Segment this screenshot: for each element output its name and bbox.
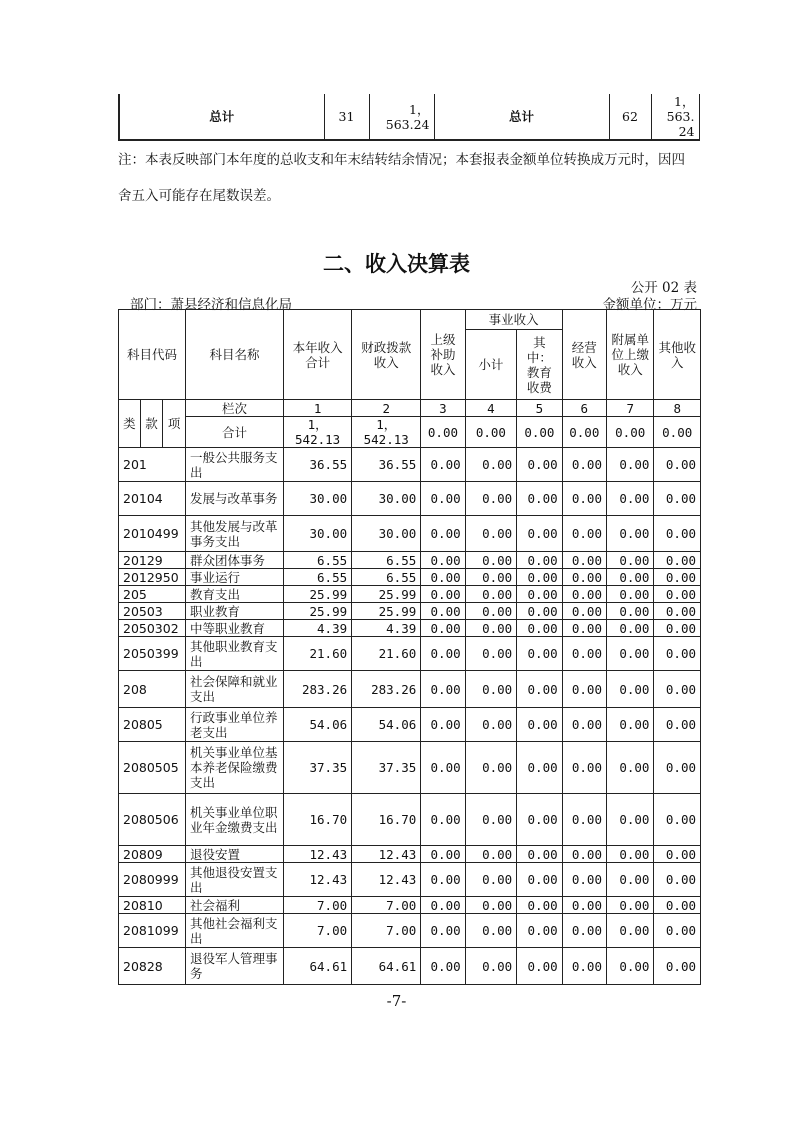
header-affiliated-income: 附属单位上缴收入: [606, 310, 653, 400]
table-row: [119, 482, 701, 516]
row-subject-code: 2080999: [119, 863, 186, 897]
row-value: 0.00: [465, 482, 517, 516]
row-value: 4.39: [352, 620, 421, 637]
row-value: 0.00: [606, 603, 653, 620]
row-subject-name: 社会保障和就业支出: [186, 671, 284, 708]
row-value: 0.00: [606, 552, 653, 569]
row-value: 0.00: [421, 586, 465, 603]
row-subject-name: 其他社会福利支出: [186, 914, 284, 948]
row-value: 0.00: [465, 914, 517, 948]
row-value: 0.00: [654, 637, 701, 671]
row-value: 0.00: [517, 569, 562, 586]
total-value: 0.00: [606, 417, 653, 448]
row-value: 21.60: [352, 637, 421, 671]
row-value: 0.00: [654, 794, 701, 846]
row-value: 283.26: [352, 671, 421, 708]
row-value: 0.00: [606, 569, 653, 586]
row-value: 0.00: [517, 671, 562, 708]
row-subject-name: 其他退役安置支出: [186, 863, 284, 897]
row-value: 21.60: [284, 637, 352, 671]
row-value: 16.70: [352, 794, 421, 846]
row-subject-code: 208: [119, 671, 186, 708]
row-value: 0.00: [606, 516, 653, 552]
row-value: 54.06: [352, 708, 421, 742]
row-subject-name: 机关事业单位职业年金缴费支出: [186, 794, 284, 846]
row-subject-name: 其他职业教育支出: [186, 637, 284, 671]
col-number: 1: [284, 400, 352, 417]
row-value: 0.00: [517, 516, 562, 552]
row-value: 0.00: [654, 569, 701, 586]
summary-total-row: [119, 94, 699, 140]
income-statement-table: [118, 309, 701, 985]
table-row: [119, 742, 701, 794]
row-value: 0.00: [606, 742, 653, 794]
total-value: 0.00: [421, 417, 465, 448]
table-row: [119, 708, 701, 742]
table-row: [119, 620, 701, 637]
row-value: 0.00: [654, 482, 701, 516]
row-subject-code: 20809: [119, 846, 186, 863]
row-value: 0.00: [421, 863, 465, 897]
row-value: 0.00: [654, 846, 701, 863]
header-row-1: [119, 310, 701, 330]
row-value: 25.99: [352, 603, 421, 620]
row-value: 30.00: [284, 516, 352, 552]
row-value: 0.00: [465, 794, 517, 846]
row-value: 0.00: [562, 569, 606, 586]
row-subject-code: 20828: [119, 948, 186, 985]
col-number: 7: [606, 400, 653, 417]
table-row: [119, 897, 701, 914]
row-value: 0.00: [654, 708, 701, 742]
amount-unit: 金额单位：万元: [602, 297, 697, 313]
row-value: 0.00: [465, 742, 517, 794]
row-value: 0.00: [517, 742, 562, 794]
table-row: [119, 948, 701, 985]
row-value: 36.55: [284, 448, 352, 482]
table-row: [119, 586, 701, 603]
row-subject-name: 群众团体事务: [186, 552, 284, 569]
table-row: [119, 448, 701, 482]
table-row: [119, 552, 701, 569]
row-value: 0.00: [465, 897, 517, 914]
col-number: 5: [517, 400, 562, 417]
row-subject-code: 2050399: [119, 637, 186, 671]
row-value: 0.00: [654, 742, 701, 794]
total-code-right: 62: [609, 94, 651, 140]
row-value: 4.39: [284, 620, 352, 637]
row-value: 0.00: [562, 620, 606, 637]
row-value: 0.00: [606, 708, 653, 742]
row-value: 0.00: [465, 620, 517, 637]
row-value: 0.00: [562, 586, 606, 603]
row-subject-code: 205: [119, 586, 186, 603]
row-subject-name: 中等职业教育: [186, 620, 284, 637]
row-value: 0.00: [654, 448, 701, 482]
row-value: 0.00: [654, 552, 701, 569]
header-row-col-order: [119, 400, 701, 417]
row-value: 0.00: [421, 620, 465, 637]
row-subject-name: 机关事业单位基本养老保险缴费支出: [186, 742, 284, 794]
row-subject-name: 职业教育: [186, 603, 284, 620]
row-value: 0.00: [465, 846, 517, 863]
row-value: 0.00: [421, 846, 465, 863]
total-row: [119, 417, 701, 448]
total-label-right: 总计: [434, 94, 609, 140]
row-value: 0.00: [562, 671, 606, 708]
row-value: 0.00: [465, 671, 517, 708]
row-value: 0.00: [562, 948, 606, 985]
row-value: 37.35: [352, 742, 421, 794]
row-value: 0.00: [517, 897, 562, 914]
total-value: 0.00: [654, 417, 701, 448]
header-lei: 类: [119, 400, 141, 448]
summary-table-tail: [118, 94, 700, 141]
total-code-left: 31: [324, 94, 369, 140]
row-value: 0.00: [421, 742, 465, 794]
table-row: [119, 637, 701, 671]
row-value: 6.55: [284, 569, 352, 586]
row-value: 0.00: [517, 603, 562, 620]
row-value: 0.00: [606, 948, 653, 985]
page-title: 二、收入决算表: [323, 252, 470, 276]
header-operating-income: 经营收入: [562, 310, 606, 400]
header-fiscal-allocation: 财政拨款收入: [352, 310, 421, 400]
row-value: 0.00: [606, 794, 653, 846]
header-subject-name: 科目名称: [186, 310, 284, 400]
row-value: 0.00: [517, 448, 562, 482]
col-number: 8: [654, 400, 701, 417]
header-education-fee: 其中：教育收费: [517, 330, 562, 400]
row-value: 0.00: [654, 620, 701, 637]
row-subject-code: 2010499: [119, 516, 186, 552]
row-value: 0.00: [517, 552, 562, 569]
row-value: 0.00: [421, 552, 465, 569]
row-value: 0.00: [606, 620, 653, 637]
row-value: 0.00: [465, 569, 517, 586]
row-value: 12.43: [284, 846, 352, 863]
row-value: 30.00: [352, 482, 421, 516]
total-value: 1，542.13: [284, 417, 352, 448]
col-number: 6: [562, 400, 606, 417]
row-value: 0.00: [606, 637, 653, 671]
row-value: 7.00: [284, 897, 352, 914]
row-value: 0.00: [517, 863, 562, 897]
total-amount-right: 1，563. 24: [651, 94, 699, 140]
row-value: 0.00: [562, 637, 606, 671]
row-value: 36.55: [352, 448, 421, 482]
row-value: 12.43: [352, 846, 421, 863]
total-label-left: 总计: [119, 94, 324, 140]
income-rows: [119, 448, 701, 985]
row-value: 0.00: [562, 914, 606, 948]
row-subject-code: 20805: [119, 708, 186, 742]
row-value: 0.00: [562, 552, 606, 569]
row-subject-code: 2080506: [119, 794, 186, 846]
row-value: 6.55: [284, 552, 352, 569]
row-value: 0.00: [654, 603, 701, 620]
row-value: 0.00: [465, 948, 517, 985]
row-value: 0.00: [421, 671, 465, 708]
row-value: 0.00: [517, 586, 562, 603]
row-subject-name: 发展与改革事务: [186, 482, 284, 516]
header-column-order: 栏次: [186, 400, 284, 417]
row-value: 0.00: [421, 448, 465, 482]
row-subject-code: 2012950: [119, 569, 186, 586]
note-line-1: 注：本表反映部门本年度的总收支和年末结转结余情况；本套报表金额单位转换成万元时，因四: [118, 152, 685, 168]
row-value: 0.00: [421, 794, 465, 846]
row-value: 0.00: [421, 516, 465, 552]
table-row: [119, 863, 701, 897]
total-amount-left: 1，563.24: [369, 94, 434, 140]
page-number: -7-: [386, 992, 407, 1010]
row-value: 0.00: [562, 863, 606, 897]
row-value: 7.00: [284, 914, 352, 948]
row-value: 0.00: [606, 914, 653, 948]
row-value: 0.00: [421, 482, 465, 516]
row-value: 0.00: [517, 846, 562, 863]
row-value: 6.55: [352, 569, 421, 586]
row-value: 0.00: [465, 552, 517, 569]
row-value: 54.06: [284, 708, 352, 742]
row-value: 12.43: [284, 863, 352, 897]
row-subject-code: 2050302: [119, 620, 186, 637]
table-row: [119, 794, 701, 846]
row-value: 25.99: [352, 586, 421, 603]
col-number: 2: [352, 400, 421, 417]
row-subject-code: 2080505: [119, 742, 186, 794]
row-value: 0.00: [654, 516, 701, 552]
row-value: 64.61: [352, 948, 421, 985]
table-row: [119, 569, 701, 586]
row-value: 0.00: [421, 897, 465, 914]
note-line-2: 舍五入可能存在尾数误差。: [118, 188, 280, 204]
row-subject-name: 教育支出: [186, 586, 284, 603]
col-number: 3: [421, 400, 465, 417]
row-value: 0.00: [517, 914, 562, 948]
row-subject-name: 一般公共服务支出: [186, 448, 284, 482]
row-value: 37.35: [284, 742, 352, 794]
row-value: 0.00: [465, 603, 517, 620]
header-xiang: 项: [163, 400, 186, 448]
row-value: 7.00: [352, 897, 421, 914]
row-value: 0.00: [654, 671, 701, 708]
header-other-income: 其他收入: [654, 310, 701, 400]
row-subject-name: 行政事业单位养老支出: [186, 708, 284, 742]
row-value: 0.00: [421, 603, 465, 620]
row-subject-code: 20810: [119, 897, 186, 914]
row-value: 0.00: [421, 914, 465, 948]
row-subject-name: 退役军人管理事务: [186, 948, 284, 985]
row-value: 64.61: [284, 948, 352, 985]
row-value: 30.00: [284, 482, 352, 516]
row-value: 25.99: [284, 603, 352, 620]
row-value: 0.00: [465, 586, 517, 603]
row-value: 0.00: [421, 569, 465, 586]
row-value: 0.00: [465, 448, 517, 482]
row-value: 25.99: [284, 586, 352, 603]
row-value: 0.00: [562, 794, 606, 846]
row-subject-name: 事业运行: [186, 569, 284, 586]
row-value: 0.00: [606, 482, 653, 516]
row-value: 0.00: [421, 637, 465, 671]
total-value: 0.00: [517, 417, 562, 448]
row-value: 0.00: [421, 948, 465, 985]
header-subtotal: 小计: [465, 330, 517, 400]
row-value: 0.00: [654, 586, 701, 603]
row-value: 0.00: [517, 620, 562, 637]
header-business-income: 事业收入: [465, 310, 562, 330]
row-value: 0.00: [517, 637, 562, 671]
row-value: 0.00: [465, 708, 517, 742]
row-value: 0.00: [562, 742, 606, 794]
row-value: 0.00: [517, 482, 562, 516]
row-value: 0.00: [465, 637, 517, 671]
row-value: 0.00: [606, 448, 653, 482]
col-number: 4: [465, 400, 517, 417]
row-value: 0.00: [562, 516, 606, 552]
total-value: 1，542.13: [352, 417, 421, 448]
table-row: [119, 846, 701, 863]
total-row-label: 合计: [186, 417, 284, 448]
row-value: 0.00: [562, 897, 606, 914]
row-value: 0.00: [606, 846, 653, 863]
department-label: 部门：萧县经济和信息化局: [130, 297, 292, 313]
table-row: [119, 914, 701, 948]
row-value: 0.00: [654, 863, 701, 897]
row-value: 0.00: [606, 897, 653, 914]
row-subject-code: 20104: [119, 482, 186, 516]
row-value: 0.00: [562, 482, 606, 516]
row-subject-name: 社会福利: [186, 897, 284, 914]
row-value: 0.00: [562, 708, 606, 742]
header-total-income: 本年收入合计: [284, 310, 352, 400]
row-subject-code: 201: [119, 448, 186, 482]
row-value: 0.00: [465, 863, 517, 897]
row-subject-name: 其他发展与改革事务支出: [186, 516, 284, 552]
row-value: 0.00: [606, 863, 653, 897]
row-value: 0.00: [654, 897, 701, 914]
row-value: 0.00: [421, 708, 465, 742]
header-subject-code: 科目代码: [119, 310, 186, 400]
row-value: 0.00: [562, 603, 606, 620]
row-subject-name: 退役安置: [186, 846, 284, 863]
row-value: 12.43: [352, 863, 421, 897]
row-value: 0.00: [517, 794, 562, 846]
row-value: 6.55: [352, 552, 421, 569]
total-value: 0.00: [465, 417, 517, 448]
row-value: 0.00: [606, 671, 653, 708]
row-value: 0.00: [654, 914, 701, 948]
row-value: 0.00: [654, 948, 701, 985]
row-value: 0.00: [517, 948, 562, 985]
row-value: 0.00: [606, 586, 653, 603]
table-row: [119, 603, 701, 620]
header-kuan: 款: [140, 400, 163, 448]
row-value: 30.00: [352, 516, 421, 552]
table-row: [119, 516, 701, 552]
table-row: [119, 671, 701, 708]
row-value: 7.00: [352, 914, 421, 948]
row-value: 16.70: [284, 794, 352, 846]
row-value: 0.00: [517, 708, 562, 742]
header-superior-subsidy: 上级补助收入: [421, 310, 465, 400]
form-number: 公开 02 表: [630, 280, 697, 296]
row-value: 283.26: [284, 671, 352, 708]
row-value: 0.00: [562, 846, 606, 863]
total-value: 0.00: [562, 417, 606, 448]
row-subject-code: 20503: [119, 603, 186, 620]
row-subject-code: 2081099: [119, 914, 186, 948]
row-subject-code: 20129: [119, 552, 186, 569]
row-value: 0.00: [465, 516, 517, 552]
row-value: 0.00: [562, 448, 606, 482]
